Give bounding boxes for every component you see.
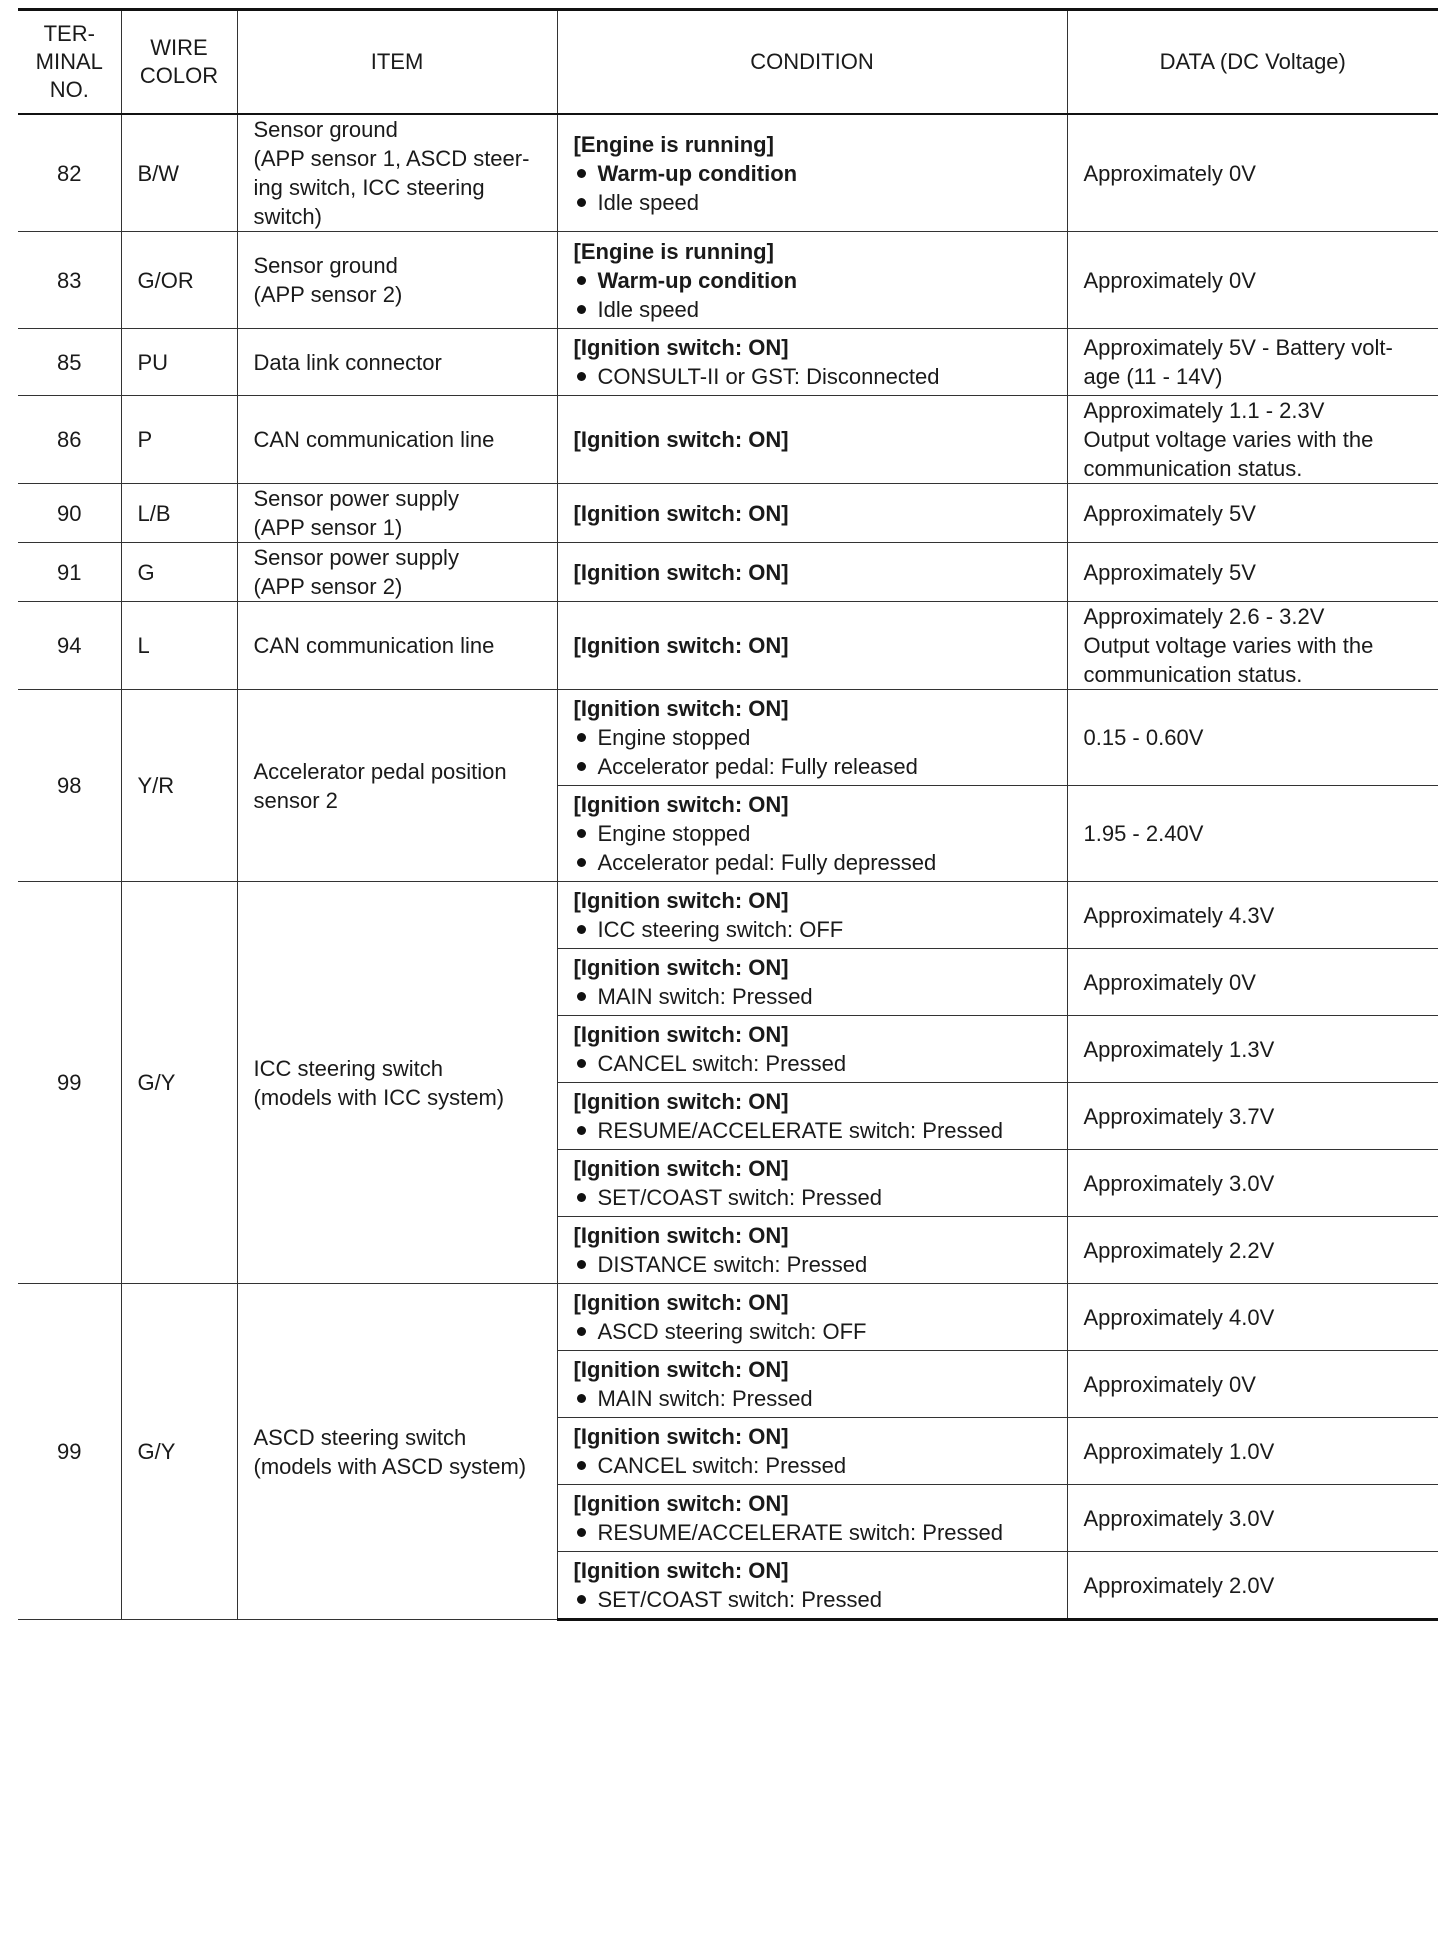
data-voltage-cell: Approximately 0V — [1067, 949, 1438, 1016]
wire-color-cell: G/OR — [121, 232, 237, 329]
condition-bullet: CANCEL switch: Pressed — [574, 1049, 1059, 1078]
condition-cell — [557, 690, 1067, 786]
condition-cell — [557, 882, 1067, 949]
data-voltage-cell: Approximately 2.0V — [1067, 1552, 1438, 1620]
header-row — [18, 10, 1438, 115]
condition-bullet: Accelerator pedal: Fully released — [574, 752, 1059, 781]
data-voltage-cell: Approximately 0V — [1067, 232, 1438, 329]
condition-heading: [Ignition switch: ON] — [573, 1290, 789, 1315]
table-header — [18, 10, 1438, 115]
condition-heading: [Ignition switch: ON] — [573, 1022, 789, 1047]
condition-bullet: SET/COAST switch: Pressed — [574, 1183, 1059, 1212]
table-row — [18, 1284, 1438, 1351]
table-row — [18, 690, 1438, 786]
condition-bullet: RESUME/ACCELERATE switch: Pressed — [574, 1116, 1059, 1145]
data-voltage-cell: Approximately 0V — [1067, 114, 1438, 232]
condition-bullet: Warm-up condition — [574, 159, 1059, 188]
condition-bullet: DISTANCE switch: Pressed — [574, 1250, 1059, 1279]
item-cell: Sensor ground (APP sensor 2) — [237, 232, 557, 329]
item-cell: CAN communication line — [237, 602, 557, 690]
condition-heading: [Ignition switch: ON] — [573, 1491, 789, 1516]
data-voltage-cell: 0.15 - 0.60V — [1067, 690, 1438, 786]
header-item: ITEM — [237, 10, 557, 115]
data-voltage-cell: Approximately 4.3V — [1067, 882, 1438, 949]
terminal-no-cell: 91 — [18, 543, 121, 602]
condition-heading: [Ignition switch: ON] — [573, 1223, 789, 1248]
condition-heading: [Ignition switch: ON] — [573, 500, 789, 526]
item-cell: Sensor power supply (APP sensor 2) — [237, 543, 557, 602]
terminal-no-cell: 83 — [18, 232, 121, 329]
condition-cell — [557, 786, 1067, 882]
item-cell: CAN communication line — [237, 396, 557, 484]
condition-cell — [557, 1083, 1067, 1150]
condition-cell — [557, 1552, 1067, 1620]
data-voltage-cell: Approximately 0V — [1067, 1351, 1438, 1418]
data-voltage-cell: Approximately 5V — [1067, 543, 1438, 602]
condition-cell — [557, 396, 1067, 484]
condition-cell — [557, 484, 1067, 543]
condition-heading: [Ignition switch: ON] — [573, 335, 789, 360]
header-condition: CONDITION — [557, 10, 1067, 115]
condition-heading: [Ignition switch: ON] — [573, 888, 789, 913]
data-voltage-cell: Approximately 1.1 - 2.3V Output voltage varies with the communication status. — [1067, 396, 1438, 484]
data-voltage-cell: 1.95 - 2.40V — [1067, 786, 1438, 882]
data-voltage-cell: Approximately 1.0V — [1067, 1418, 1438, 1485]
header-wire-color: WIRE COLOR — [121, 10, 237, 115]
wire-color-cell: G/Y — [121, 1284, 237, 1620]
condition-bullet: MAIN switch: Pressed — [574, 1384, 1059, 1413]
condition-heading: [Ignition switch: ON] — [573, 427, 789, 452]
condition-cell — [557, 114, 1067, 232]
table-row — [18, 484, 1438, 543]
condition-cell — [557, 1418, 1067, 1485]
condition-cell — [557, 232, 1067, 329]
terminal-no-cell: 98 — [18, 690, 121, 882]
condition-heading: [Ignition switch: ON] — [573, 955, 789, 980]
condition-cell — [557, 1150, 1067, 1217]
condition-cell — [557, 1016, 1067, 1083]
terminal-no-cell: 82 — [18, 114, 121, 232]
wire-color-cell: G/Y — [121, 882, 237, 1284]
condition-heading: [Engine is running] — [573, 131, 774, 157]
condition-heading: [Engine is running] — [573, 238, 774, 264]
condition-bullet: CANCEL switch: Pressed — [574, 1451, 1059, 1480]
condition-bullet: ICC steering switch: OFF — [574, 915, 1059, 944]
condition-heading: [Ignition switch: ON] — [573, 633, 789, 658]
terminal-data-table-container — [18, 8, 1438, 1621]
data-voltage-cell: Approximately 3.0V — [1067, 1150, 1438, 1217]
item-cell: ASCD steering switch (models with ASCD system) — [237, 1284, 557, 1620]
condition-bullet: ASCD steering switch: OFF — [574, 1317, 1059, 1346]
terminal-no-cell: 99 — [18, 1284, 121, 1620]
data-voltage-cell: Approximately 2.6 - 3.2V Output voltage varies with the communication status. — [1067, 602, 1438, 690]
terminal-no-cell: 94 — [18, 602, 121, 690]
condition-bullet: Engine stopped — [574, 819, 1059, 848]
condition-bullet: RESUME/ACCELERATE switch: Pressed — [574, 1518, 1059, 1547]
table-row — [18, 396, 1438, 484]
data-voltage-cell: Approximately 5V — [1067, 484, 1438, 543]
item-cell: Data link connector — [237, 329, 557, 396]
condition-cell — [557, 949, 1067, 1016]
data-voltage-cell: Approximately 3.7V — [1067, 1083, 1438, 1150]
wire-color-cell: B/W — [121, 114, 237, 232]
condition-cell — [557, 602, 1067, 690]
terminal-data-table — [18, 8, 1438, 1621]
terminal-no-cell: 86 — [18, 396, 121, 484]
table-row — [18, 232, 1438, 329]
table-row — [18, 602, 1438, 690]
data-voltage-cell: Approximately 2.2V — [1067, 1217, 1438, 1284]
condition-bullet: SET/COAST switch: Pressed — [574, 1585, 1059, 1614]
data-voltage-cell: Approximately 1.3V — [1067, 1016, 1438, 1083]
data-voltage-cell: Approximately 3.0V — [1067, 1485, 1438, 1552]
data-voltage-cell: Approximately 5V - Battery volt- age (11 - 14V) — [1067, 329, 1438, 396]
condition-heading: [Ignition switch: ON] — [573, 1089, 789, 1114]
table-row — [18, 114, 1438, 232]
header-data: DATA (DC Voltage) — [1067, 10, 1438, 115]
header-terminal-no: TER- MINAL NO. — [18, 10, 121, 115]
condition-cell — [557, 1217, 1067, 1284]
condition-cell — [557, 1351, 1067, 1418]
condition-heading: [Ignition switch: ON] — [573, 792, 789, 817]
wire-color-cell: L — [121, 602, 237, 690]
data-voltage-cell: Approximately 4.0V — [1067, 1284, 1438, 1351]
condition-cell — [557, 1284, 1067, 1351]
condition-cell — [557, 1485, 1067, 1552]
condition-bullet: Accelerator pedal: Fully depressed — [574, 848, 1059, 877]
condition-bullet: Engine stopped — [574, 723, 1059, 752]
item-cell: Sensor ground (APP sensor 1, ASCD steer- ing switch, ICC steering switch) — [237, 114, 557, 232]
wire-color-cell: PU — [121, 329, 237, 396]
table-body — [18, 114, 1438, 1620]
item-cell: Sensor power supply (APP sensor 1) — [237, 484, 557, 543]
condition-cell — [557, 329, 1067, 396]
condition-heading: [Ignition switch: ON] — [573, 696, 789, 721]
condition-bullet: Idle speed — [574, 188, 1059, 217]
table-row — [18, 329, 1438, 396]
condition-bullet: CONSULT-II or GST: Disconnected — [574, 362, 1059, 391]
condition-heading: [Ignition switch: ON] — [573, 1424, 789, 1449]
condition-heading: [Ignition switch: ON] — [573, 1156, 789, 1181]
condition-heading: [Ignition switch: ON] — [573, 1558, 789, 1583]
item-cell: ICC steering switch (models with ICC system) — [237, 882, 557, 1284]
terminal-no-cell: 85 — [18, 329, 121, 396]
condition-cell — [557, 543, 1067, 602]
wire-color-cell: Y/R — [121, 690, 237, 882]
terminal-no-cell: 90 — [18, 484, 121, 543]
condition-heading: [Ignition switch: ON] — [573, 1357, 789, 1382]
condition-heading: [Ignition switch: ON] — [573, 559, 789, 585]
terminal-no-cell: 99 — [18, 882, 121, 1284]
table-row — [18, 543, 1438, 602]
wire-color-cell: G — [121, 543, 237, 602]
wire-color-cell: P — [121, 396, 237, 484]
condition-bullet: Warm-up condition — [574, 266, 1059, 295]
wire-color-cell: L/B — [121, 484, 237, 543]
item-cell: Accelerator pedal position sensor 2 — [237, 690, 557, 882]
condition-bullet: MAIN switch: Pressed — [574, 982, 1059, 1011]
condition-bullet: Idle speed — [574, 295, 1059, 324]
table-row — [18, 882, 1438, 949]
